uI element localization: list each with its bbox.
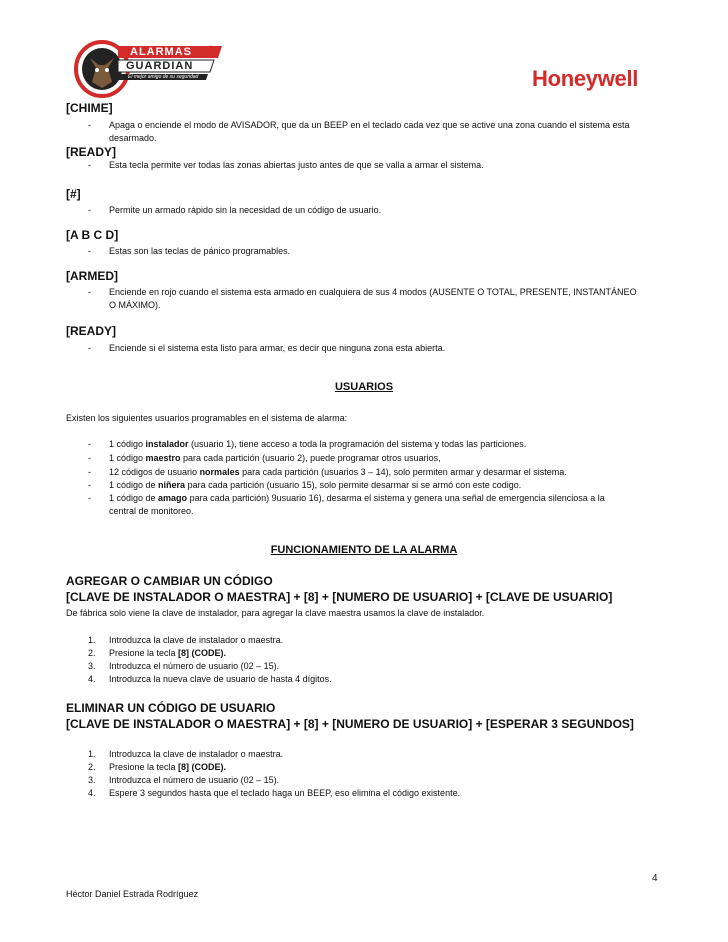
armed-text: Enciende en rojo cuando el sistema esta armado en cualquiera de sus 4 modos (AUSENTE O TOTAL, PRESENTE, INSTANTÁNEO O MÁXIMO). [109, 287, 637, 310]
step-text: Introduzca el número de usuario (02 – 15). [109, 661, 280, 671]
bullet: - [88, 439, 91, 449]
abcd-text: Estas son las teclas de pánico programables. [109, 246, 291, 256]
step-number: 4. [88, 674, 96, 684]
step-text: Presione la tecla [8] (CODE). [109, 648, 227, 658]
bullet: - [88, 120, 91, 130]
honeywell-logo: Honeywell [532, 66, 639, 91]
step-number: 1. [88, 749, 96, 759]
logo-line1: ALARMAS [130, 46, 192, 58]
logo-registered: ® [208, 46, 214, 53]
bullet: - [88, 493, 91, 503]
bullet: - [88, 343, 91, 353]
bullet: - [88, 160, 91, 170]
user-type-text: 1 código instalador (usuario 1), tiene acceso a toda la programación del sistema y todas las particiones. [109, 439, 527, 449]
step-text: Presione la tecla [8] (CODE). [109, 762, 227, 772]
step-text: Espere 3 segundos hasta que el teclado haga un BEEP, eso elimina el código existente. [109, 788, 461, 798]
bullet: - [88, 453, 91, 463]
chime-text: Apaga o enciende el modo de AVISADOR, que da un BEEP en el teclado cada vez que se active una zona cuando el sistema esta desarmado. [109, 120, 630, 143]
user-type-text: 1 código de niñera para cada partición (usuario 15), solo permite desarmar si se armó con este codigo. [109, 480, 522, 490]
step-number: 4. [88, 788, 96, 798]
user-type-text: 1 código de amago para cada partición) 9usuario 16), desarma el sistema y genera una señal de emergencia silenciosa a la central de monitoreo. [109, 493, 605, 516]
ready-text: Esta tecla permite ver todas las zonas abiertas justo antes de que se valla a armar el sistema. [109, 160, 484, 170]
step-number: 1. [88, 635, 96, 645]
step-text: Introduzca el número de usuario (02 – 15). [109, 775, 280, 785]
user-type-text: 1 código maestro para cada partición (usuario 2), puede programar otros usuarios, [109, 453, 441, 463]
bullet: - [88, 246, 91, 256]
bullet: - [88, 480, 91, 490]
logo-tagline: El mejor amigo de su seguridad [128, 74, 199, 80]
step-text: Introduzca la clave de instalador o maestra. [109, 749, 284, 759]
agregar-note: De fábrica solo viene la clave de instalador, para agregar la clave maestra usamos la clave de instalador. [66, 608, 485, 618]
chime-heading: [CHIME] [66, 101, 113, 115]
usuarios-intro: Existen los siguientes usuarios programables en el sistema de alarma: [66, 413, 348, 423]
step-number: 2. [88, 762, 96, 772]
step-text: Introduzca la nueva clave de usuario de hasta 4 dígitos. [109, 674, 332, 684]
page-number: 4 [652, 873, 658, 884]
alarmas-guardian-logo [72, 38, 222, 98]
armed-heading: [ARMED] [66, 269, 118, 283]
usuarios-title: USUARIOS [334, 381, 394, 393]
author: Héctor Daniel Estrada Rodríguez [66, 889, 199, 899]
funcionamiento-title: FUNCIONAMIENTO DE LA ALARMA [270, 544, 458, 556]
agregar-title: AGREGAR O CAMBIAR UN CÓDIGO [66, 574, 273, 588]
eliminar-formula: [CLAVE DE INSTALADOR O MAESTRA] + [8] + [NUMERO DE USUARIO] + [ESPERAR 3 SEGUNDOS] [66, 717, 634, 731]
hash-heading: [#] [66, 187, 81, 201]
step-number: 3. [88, 775, 96, 785]
bullet: - [88, 467, 91, 477]
agregar-formula: [CLAVE DE INSTALADOR O MAESTRA] + [8] + [NUMERO DE USUARIO] + [CLAVE DE USUARIO] [66, 590, 613, 604]
bullet: - [88, 287, 91, 297]
abcd-heading: [A B C D] [66, 228, 119, 242]
logo-line2: GUARDIAN [126, 60, 194, 72]
step-text: Introduzca la clave de instalador o maestra. [109, 635, 284, 645]
step-number: 2. [88, 648, 96, 658]
user-type-text: 12 códigos de usuario normales para cada partición (usuarios 3 – 14), solo permiten armar y desarmar el sistema. [109, 467, 567, 477]
ready-heading: [READY] [66, 145, 116, 159]
hash-text: Permite un armado rápido sin la necesidad de un código de usuario. [109, 205, 382, 215]
ready2-heading: [READY] [66, 324, 116, 338]
ready2-text: Enciende si el sistema esta listo para armar, es decir que ninguna zona esta abierta. [109, 343, 446, 353]
eliminar-title: ELIMINAR UN CÓDIGO DE USUARIO [66, 701, 276, 715]
step-number: 3. [88, 661, 96, 671]
bullet: - [88, 205, 91, 215]
